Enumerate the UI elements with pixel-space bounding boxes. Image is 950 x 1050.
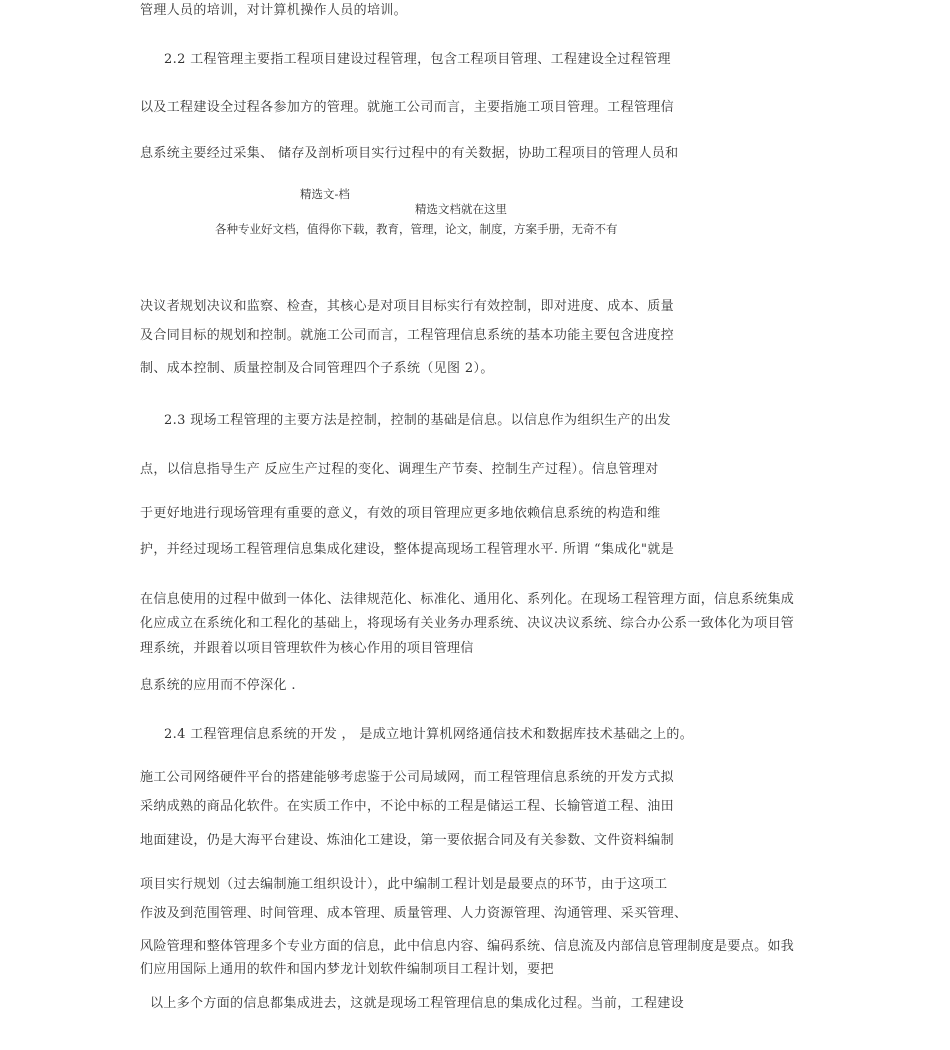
text-line: 于更好地进行现场管理有重要的意义，有效的项目管理应更多地依赖信息系统的构造和维 bbox=[140, 506, 661, 521]
text-line: 息系统主要经过采集、 储存及剖析项目实行过程中的有关数据，协助工程项目的管理人员和 bbox=[140, 146, 679, 161]
text-line: 护，并经过现场工程管理信息集成化建设，整体提高现场工程管理水平. 所谓 “集成化"就是 bbox=[140, 542, 675, 557]
watermark-line: 精选文-档 bbox=[300, 187, 350, 201]
text-line: 在信息使用的过程中做到一体化、法律规范化、标准化、通用化、系列化。在现场工程管理方面，信息系统集成 bbox=[140, 592, 795, 607]
watermark-line: 精选文档就在这里 bbox=[415, 202, 507, 216]
text-line: 理系统，并跟着以项目管理软件为核心作用的项目管理信 bbox=[140, 641, 474, 656]
text-line: 以及工程建设全过程各参加方的管理。就施工公司而言，主要指施工项目管理。工程管理信 bbox=[140, 100, 675, 115]
text-line: 地面建设，仍是大海平台建设、炼油化工建设，第一要依据合同及有关参数、文件资料编制 bbox=[140, 833, 675, 848]
watermark-line: 各种专业好文档，值得你下载，教育，管理，论文，制度，方案手册，无奇不有 bbox=[215, 222, 618, 236]
text-line: 施工公司网络硬件平台的搭建能够考虑鉴于公司局域网，而工程管理信息系统的开发方式拟 bbox=[140, 770, 675, 785]
text-line: 及合同目标的规划和控制。就施工公司而言，工程管理信息系统的基本功能主要包含进度控 bbox=[140, 328, 675, 343]
text-line: 管理人员的培训，对计算机操作人员的培训。 bbox=[140, 3, 408, 18]
text-line: 采纳成熟的商品化软件。在实质工作中，不论中标的工程是储运工程、长输管道工程、油田 bbox=[140, 799, 675, 814]
text-line: 2.3 现场工程管理的主要方法是控制，控制的基础是信息。以信息作为组织生产的出发 bbox=[164, 413, 671, 428]
text-line: 项目实行规划（过去编制施工组织设计），此中编制工程计划是最要点的环节，由于这项工 bbox=[140, 877, 668, 892]
text-line: 化应成立在系统化和工程化的基础上，将现场有关业务办理系统、决议决议系统、综合办公系一致体化为项目管 bbox=[140, 616, 795, 631]
text-line: 点，以信息指导生产 反应生产过程的变化、调理生产节奏、控制生产过程）。信息管理对 bbox=[140, 462, 659, 477]
text-line: 决议者规划决议和监察、检查，其核心是对项目目标实行有效控制，即对进度、成本、质量 bbox=[140, 299, 675, 314]
text-line: 作波及到范围管理、时间管理、成本管理、质量管理、人力资源管理、沟通管理、采买管理、 bbox=[140, 906, 688, 921]
text-line: 以上多个方面的信息都集成进去，这就是现场工程管理信息的集成化过程。当前，工程建设 bbox=[150, 996, 685, 1011]
text-line: 息系统的应用而不停深化 . bbox=[140, 678, 296, 693]
text-line: 2.2 工程管理主要指工程项目建设过程管理，包含工程项目管理、工程建设全过程管理 bbox=[164, 52, 671, 67]
text-line: 2.4 工程管理信息系统的开发 ， 是成立地计算机网络通信技术和数据库技术基础之上的。 bbox=[164, 727, 694, 742]
text-line: 制、成本控制、质量控制及合同管理四个子系统（见图 2）。 bbox=[140, 361, 494, 376]
text-line: 风险管理和整体管理多个专业方面的信息，此中信息内容、编码系统、信息流及内部信息管理制度是要点。如我 bbox=[140, 939, 795, 954]
text-line: 们应用国际上通用的软件和国内梦龙计划软件编制项目工程计划，要把 bbox=[140, 962, 554, 977]
